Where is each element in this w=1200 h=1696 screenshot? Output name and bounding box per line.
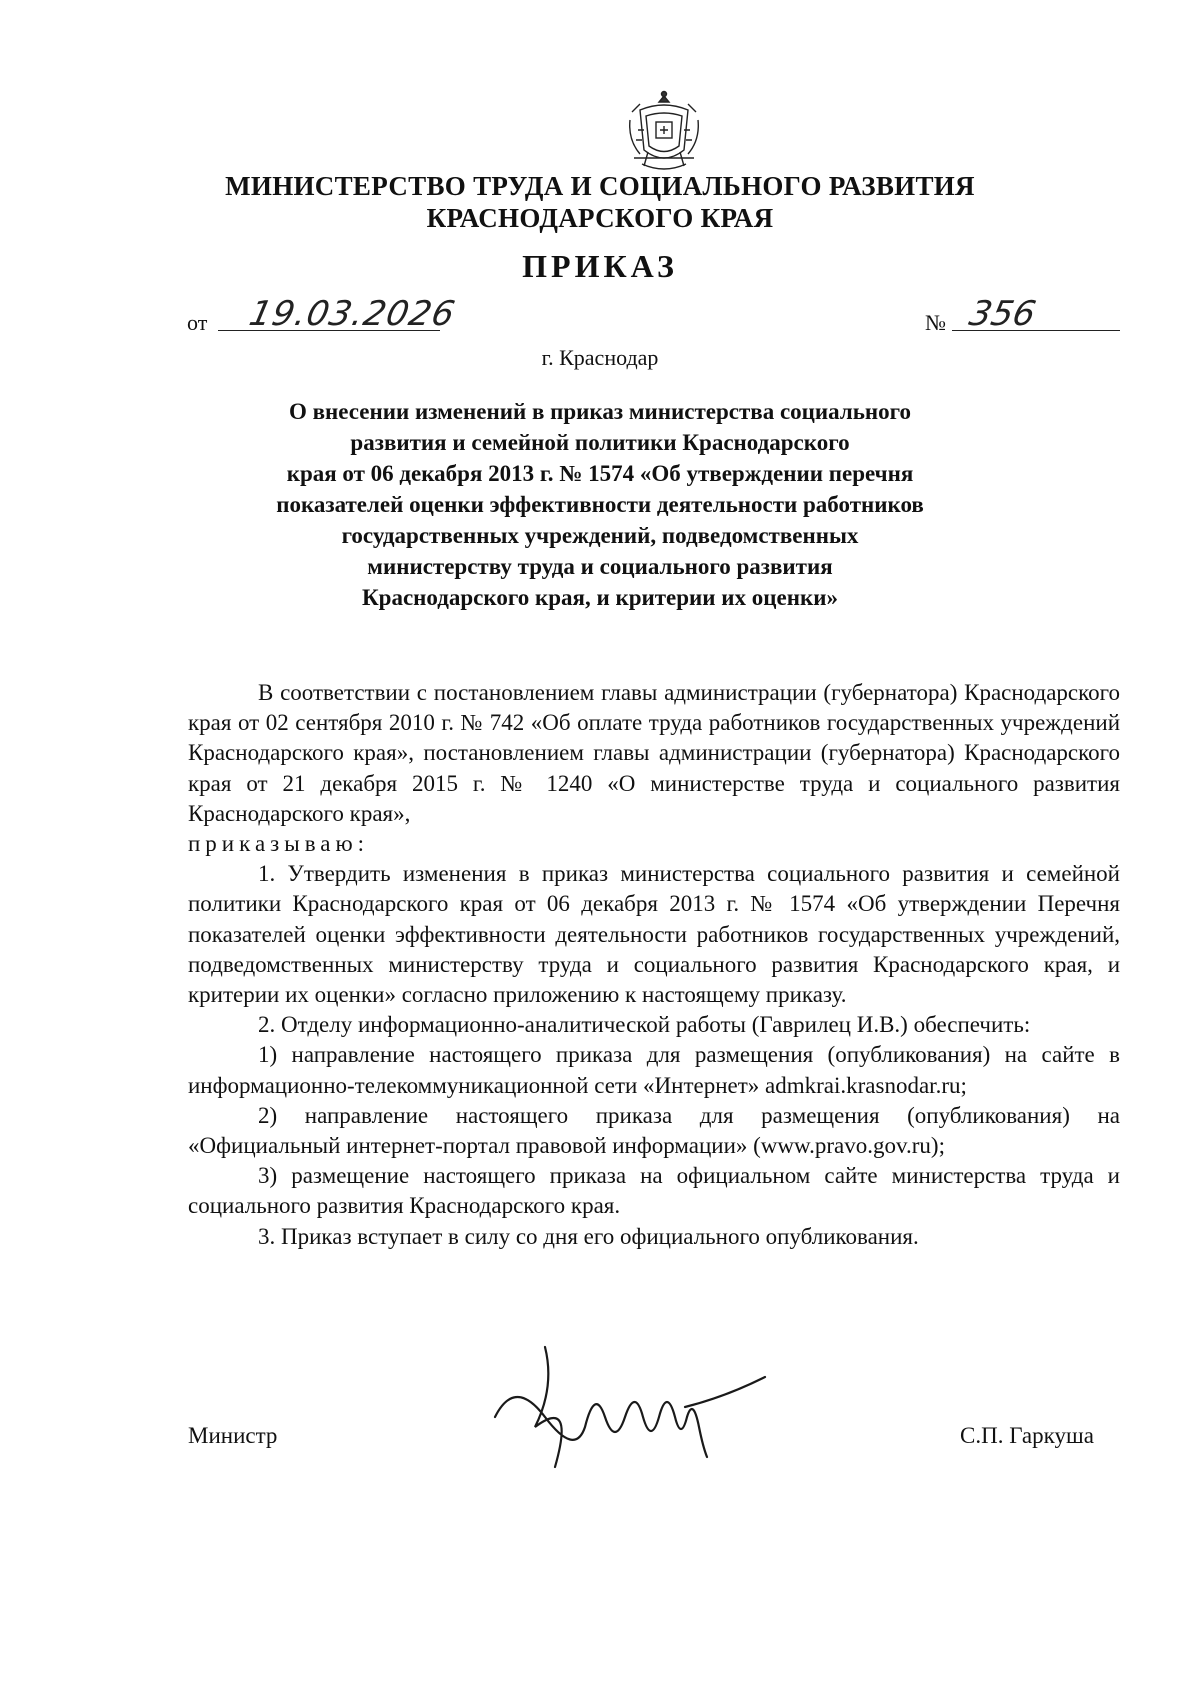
date-label: от [187, 310, 208, 335]
title-line: О внесении изменений в приказ министерства социального [288, 399, 912, 424]
title-line: показателей оценки эффективности деятельности работников [276, 492, 924, 517]
order-word: приказываю: [188, 831, 370, 857]
signatory-name: С.П. Гаркуша [960, 1423, 1094, 1448]
handwritten-signature-icon [485, 1327, 775, 1497]
document-type: ПРИКАЗ [522, 248, 678, 284]
item-2-1: 1) направление настоящего приказа для размещения (опубликования) на сайте в информационно-телекоммуникационной сети «Интернет» admkrai.krasnodar.ru; [188, 1042, 1120, 1098]
item-2-2: 2) направление настоящего приказа для размещения (опубликования) на «Официальный интернет-портал правовой информации» (www.pravo.gov.ru); [188, 1102, 1120, 1159]
title-line: Краснодарского края, и критерии их оценки» [361, 585, 839, 610]
number-value: 356 [965, 294, 1040, 334]
ministry-name-line1: МИНИСТЕРСТВО ТРУДА И СОЦИАЛЬНОГО РАЗВИТИЯ [225, 171, 975, 201]
document-title [200, 396, 1000, 613]
title-line: министерству труда и социального развития [367, 554, 833, 579]
title-line: государственных учреждений, подведомственных [341, 523, 859, 548]
title-line: края от 06 декабря 2013 г. № 1574 «Об утверждении перечня [286, 461, 914, 486]
ministry-name-line2: КРАСНОДАРСКОГО КРАЯ [426, 203, 774, 233]
item-2-3: 3) размещение настоящего приказа на официальном сайте министерства труда и социального развития Краснодарского края. [188, 1163, 1120, 1219]
signatory-title: Министр [188, 1423, 278, 1448]
ministry-name [0, 170, 1200, 234]
title-line: развития и семейной политики Краснодарского [350, 430, 850, 455]
item-3: 3. Приказ вступает в силу со дня его официального опубликования. [258, 1223, 919, 1249]
coat-of-arms-icon [626, 90, 702, 176]
date-number-row [0, 294, 1200, 340]
preamble-text: В соответствии с постановлением главы администрации (губернатора) Краснодарского края от 02 сентября 2010 г. № 742 «Об оплате труда работников государственных учреждений Краснодарского края», постановлением главы администрации (губернатора) Краснодарского края от 21 декабря 2015 г. № 1240 «О министерстве труда и социального развития Краснодарского края», [188, 680, 1120, 826]
city: г. Краснодар [541, 345, 659, 370]
document-body [188, 678, 1120, 1252]
item-2: 2. Отделу информационно-аналитической работы (Гаврилец И.В.) обеспечить: [258, 1012, 1031, 1038]
item-1: 1. Утвердить изменения в приказ министерства социального развития и семейной политики Краснодарского края от 06 декабря 2013 г. № 1574 «Об утверждении Перечня показателей оценки эффективности деятельности работников государственных учреждений, подведомственных министерству труда и социального развития Краснодарского края, и критерии их оценки» согласно приложению к настоящему приказу. [188, 861, 1120, 1008]
preamble-paragraph [188, 678, 1120, 859]
signature-row [0, 1385, 1200, 1505]
date-value: 19.03.2026 [245, 294, 459, 334]
number-label: № [925, 310, 946, 335]
